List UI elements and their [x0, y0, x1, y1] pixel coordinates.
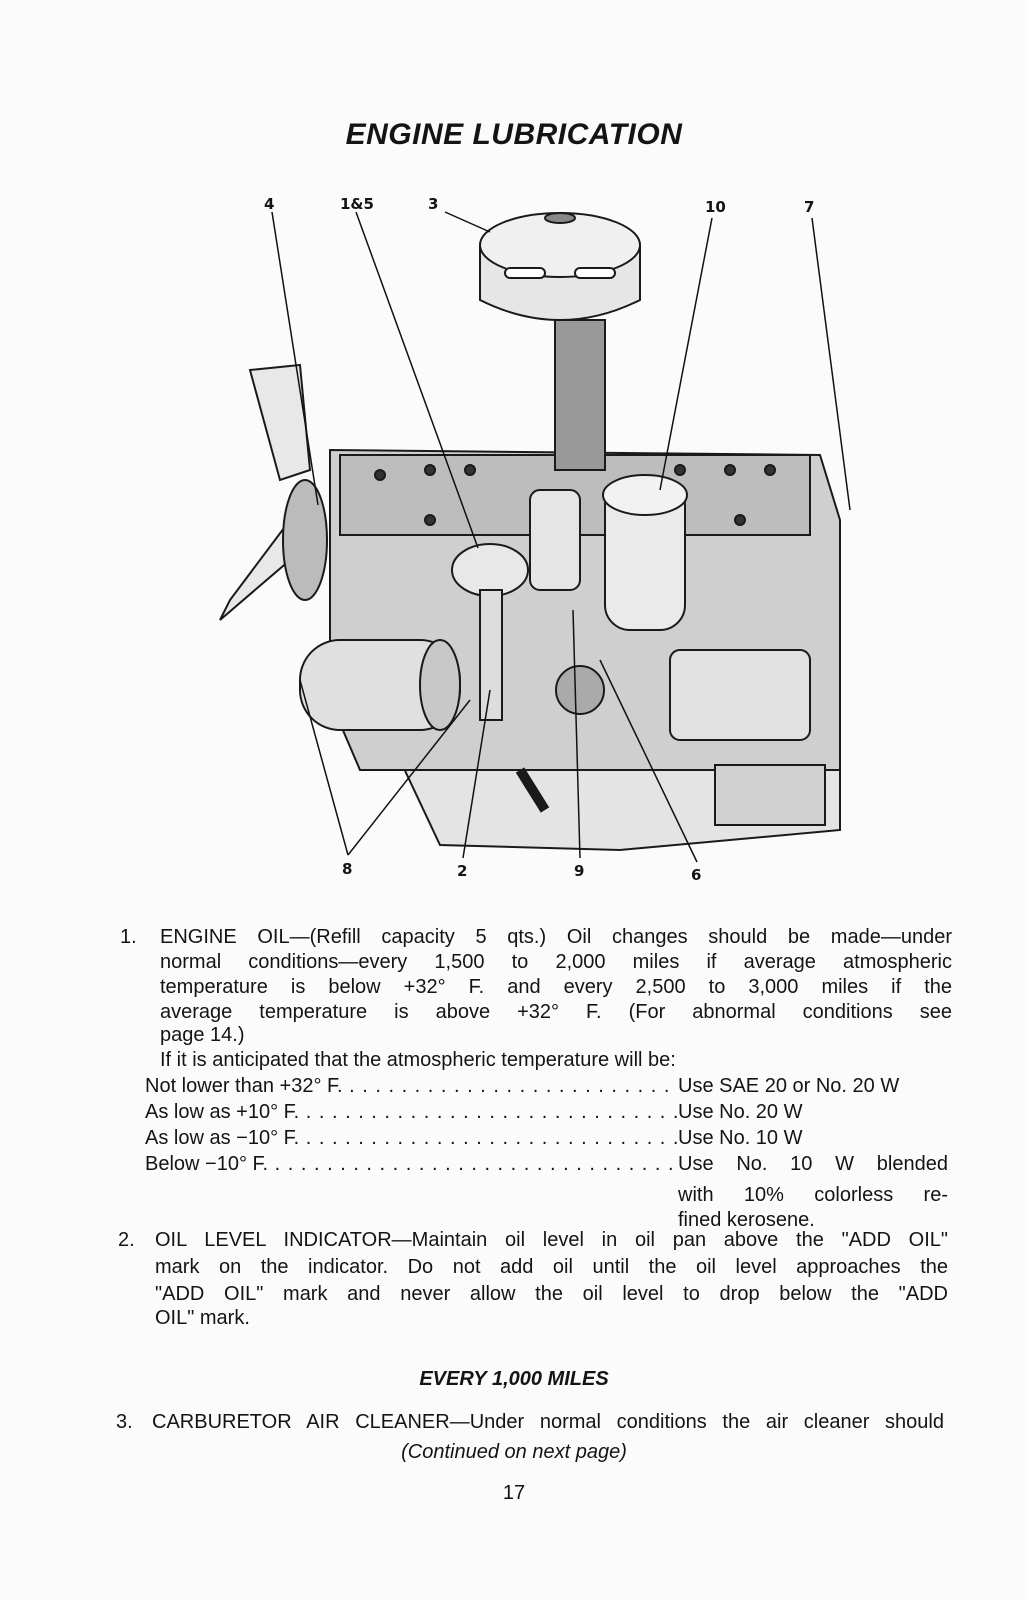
oil-table-row [145, 1126, 948, 1150]
item-number: 1. [120, 926, 137, 948]
item-text-line: normal conditions—every 1,500 to 2,000 miles if average atmospheric [160, 951, 952, 973]
callout-label: 9 [574, 862, 585, 880]
temperature-condition: As low as +10° F. . . . [145, 1100, 678, 1124]
callout-label: 3 [428, 195, 439, 213]
item-text-line: mark on the indicator. Do not add oil until the oil level approaches the [155, 1256, 948, 1278]
oil-table-row [145, 1152, 948, 1176]
callout-label: 1&5 [340, 195, 374, 213]
temperature-condition: As low as −10° F. . . . [145, 1126, 678, 1150]
oil-grade: Use SAE 20 or No. 20 W [678, 1075, 900, 1097]
oil-grade: Use No. 10 W blended [678, 1153, 948, 1175]
callout-label: 4 [264, 195, 275, 213]
oil-table-row [145, 1074, 948, 1098]
oil-table-row [145, 1100, 948, 1124]
oil-grade: Use No. 10 W [678, 1127, 803, 1149]
item-text-line: average temperature is above +32° F. (For abnormal conditions see [160, 1001, 952, 1023]
temperature-condition: Not lower than +32° F. . . . [145, 1074, 678, 1098]
oil-grade-continued: with 10% colorless re- [678, 1184, 948, 1206]
item-number: 2. [118, 1229, 135, 1251]
item-text-line: CARBURETOR AIR CLEANER—Under normal conditions the air cleaner should [152, 1411, 944, 1433]
temperature-condition: Below −10° F. . . . [145, 1152, 678, 1176]
callout-label: 2 [457, 862, 468, 880]
item-text-line: ENGINE OIL—(Refill capacity 5 qts.) Oil changes should be made—under [160, 926, 952, 948]
oil-grade: Use No. 20 W [678, 1101, 803, 1123]
item-text-line: temperature is below +32° F. and every 2,500 to 3,000 miles if the [160, 976, 952, 998]
item-text-line: OIL" mark. [155, 1307, 250, 1329]
item-text-line: OIL LEVEL INDICATOR—Maintain oil level in oil pan above the "ADD OIL" [155, 1229, 948, 1251]
page-title: ENGINE LUBRICATION [345, 118, 683, 151]
continued-note: (Continued on next page) [401, 1441, 627, 1463]
callout-label: 8 [342, 860, 353, 878]
section-heading: EVERY 1,000 MILES [419, 1368, 609, 1390]
callout-label: 6 [691, 866, 702, 884]
item-text-line: If it is anticipated that the atmospheric temperature will be: [160, 1049, 676, 1071]
callout-label: 7 [804, 198, 815, 216]
page-number: 17 [502, 1482, 526, 1504]
item-number: 3. [116, 1411, 133, 1433]
callout-label: 10 [705, 198, 726, 216]
item-text-line: page 14.) [160, 1024, 245, 1046]
item-text-line: "ADD OIL" mark and never allow the oil level to drop below the "ADD [155, 1283, 948, 1305]
oil-grade-continued: fined kerosene. [678, 1209, 815, 1231]
